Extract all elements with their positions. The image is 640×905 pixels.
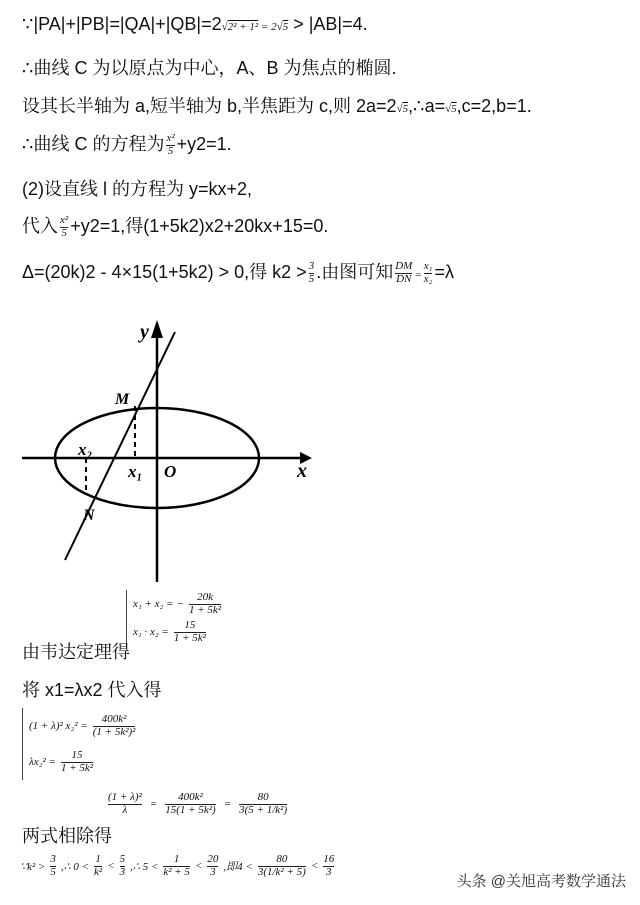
numerator: 5	[119, 853, 126, 865]
fraction	[174, 620, 206, 644]
line-4-b: +y2=1.	[176, 134, 232, 154]
line-1-text: ∵|PA|+|PB|=|QA|+|QB|=2	[22, 14, 222, 34]
fraction	[108, 792, 142, 816]
numerator: 15	[71, 748, 83, 761]
denominator: x₂	[423, 272, 433, 285]
denominator: 15(1 + 5k²)	[165, 803, 216, 816]
label-N: N	[83, 507, 95, 524]
label-x: x	[297, 460, 307, 482]
eq-sign: =	[223, 798, 232, 811]
minus-sign: −	[176, 598, 184, 610]
line-6-a: 代入	[22, 216, 58, 236]
sqrt-expr-2: 5	[282, 21, 289, 33]
fraction	[207, 854, 218, 878]
lhs: x₁ + x₂ =	[133, 598, 174, 610]
denominator: 1 + 5k²	[173, 631, 206, 644]
eq-text: = 2	[258, 21, 277, 33]
numerator: x₁	[423, 260, 433, 273]
numerator: 80	[276, 853, 288, 865]
line-3: 设其长半轴为 a,短半轴为 b,半焦距为 c,则 2a=2√5,∴a=√5,c=2,b=1.	[22, 96, 532, 116]
fraction	[323, 854, 334, 878]
numerator: x²	[60, 214, 69, 227]
division-equation	[106, 792, 289, 816]
denominator: 3	[207, 866, 218, 879]
denominator: 1 + 5k²	[60, 761, 94, 774]
numerator: x²	[166, 132, 175, 145]
watermark: 头条 @关旭高考数学通法	[456, 873, 626, 890]
denominator: 5	[61, 226, 67, 239]
denominator: 3	[119, 865, 126, 878]
denominator: 5	[308, 272, 315, 285]
numerator: 20	[207, 853, 219, 865]
denominator: DN	[396, 272, 412, 285]
label-M: M	[115, 391, 130, 408]
eq-sign: =	[149, 798, 158, 811]
text-e: <	[194, 860, 203, 873]
numerator: 400k²	[101, 712, 127, 725]
numerator: 1	[173, 853, 180, 865]
numerator: DM	[395, 260, 413, 273]
subst-row-2	[29, 744, 137, 780]
root-1: 5	[402, 103, 409, 115]
line-1-tail: > |AB|=4.	[288, 14, 368, 34]
eq-sign: =	[414, 269, 422, 281]
numerator: 80	[257, 791, 269, 803]
text-h: <	[310, 860, 319, 873]
line-3-a: 设其长半轴为 a,短半轴为 b,半焦距为 c,则 2a=2	[22, 96, 397, 116]
label-x1: x₁	[128, 462, 143, 481]
label-y: y	[140, 321, 149, 343]
line-1: ∵|PA|+|PB|=|QA|+|QB|=2√2² + 1² = 2√5 > |AB|=4.	[22, 14, 368, 34]
numerator: 16	[323, 853, 335, 865]
y-axis-arrow	[151, 320, 163, 338]
text-c: <	[107, 860, 115, 873]
line-5: (2)设直线 l 的方程为 y=kx+2,	[22, 179, 253, 199]
fraction	[94, 854, 102, 878]
denominator: λ	[108, 804, 142, 817]
numerator: 1	[95, 853, 101, 865]
sqrt-expr-1: 2² + 1²	[227, 21, 259, 33]
fraction	[163, 854, 190, 878]
denominator: k² + 5	[163, 865, 190, 878]
vieta-system	[126, 590, 223, 646]
line-7-c: =λ	[434, 262, 454, 282]
lhs: (1 + λ)² x₂² =	[29, 720, 88, 732]
substitute-label: 将 x1=λx2 代入得	[22, 680, 162, 700]
fraction	[50, 854, 56, 878]
denominator: 5	[167, 144, 174, 157]
final-inequality	[20, 854, 336, 878]
denominator: 5	[50, 865, 56, 878]
subst-row-1	[29, 708, 137, 744]
text-b: ,∴ 0 <	[60, 860, 90, 873]
lhs: λx₂² =	[29, 756, 56, 768]
line-7-a: Δ=(20k)2 - 4×15(1+5k2) > 0,得 k2 >	[22, 262, 307, 282]
vieta-row-1	[133, 590, 223, 618]
fraction	[93, 714, 136, 738]
line-7-b: .由图可知	[316, 262, 394, 282]
numerator: 20k	[197, 590, 213, 603]
label-O: O	[164, 462, 177, 481]
vieta-row-2	[133, 618, 223, 646]
root-2: 5	[451, 103, 457, 115]
numerator: (1 + λ)²	[108, 791, 142, 803]
fraction	[189, 592, 221, 616]
numerator: 15	[184, 618, 196, 631]
lhs: x₁ · x₂ =	[133, 626, 169, 638]
text-g: ,即4 <	[223, 861, 253, 874]
text-d: ,∴ 5 <	[130, 860, 159, 873]
fraction	[165, 792, 215, 816]
line-2: ∴曲线 C 为以原点为中心，A、B 为焦点的椭圆.	[22, 58, 397, 78]
denominator: 3(1/k² + 5)	[257, 865, 306, 878]
line-6-b: +y2=1,得(1+5k2)x2+20kx+15=0.	[70, 216, 329, 236]
line-3-c: ,c=2,b=1.	[456, 96, 532, 116]
fraction	[61, 750, 93, 774]
denominator: 1 + 5k²	[188, 603, 222, 616]
numerator: 3	[308, 260, 315, 273]
denominator: (1 + 5k²)²	[92, 725, 136, 738]
numerator: 400k²	[178, 791, 203, 803]
substituted-system	[22, 708, 137, 780]
denominator: 3	[323, 866, 334, 879]
fraction	[239, 792, 287, 816]
line-4-a: ∴曲线 C 的方程为	[22, 134, 165, 154]
divide-label: 两式相除得	[22, 826, 112, 846]
label-x2: x₂	[78, 440, 93, 459]
fraction	[258, 854, 306, 878]
denominator: k²	[94, 865, 103, 878]
vieta-label: 由韦达定理得	[22, 642, 130, 662]
denominator: 3(5 + 1/k²)	[239, 803, 288, 816]
text-a: ∵k² >	[20, 860, 46, 873]
numerator: 3	[50, 853, 56, 865]
line-3-b: ,∴a=	[408, 96, 446, 116]
fraction	[120, 854, 126, 878]
